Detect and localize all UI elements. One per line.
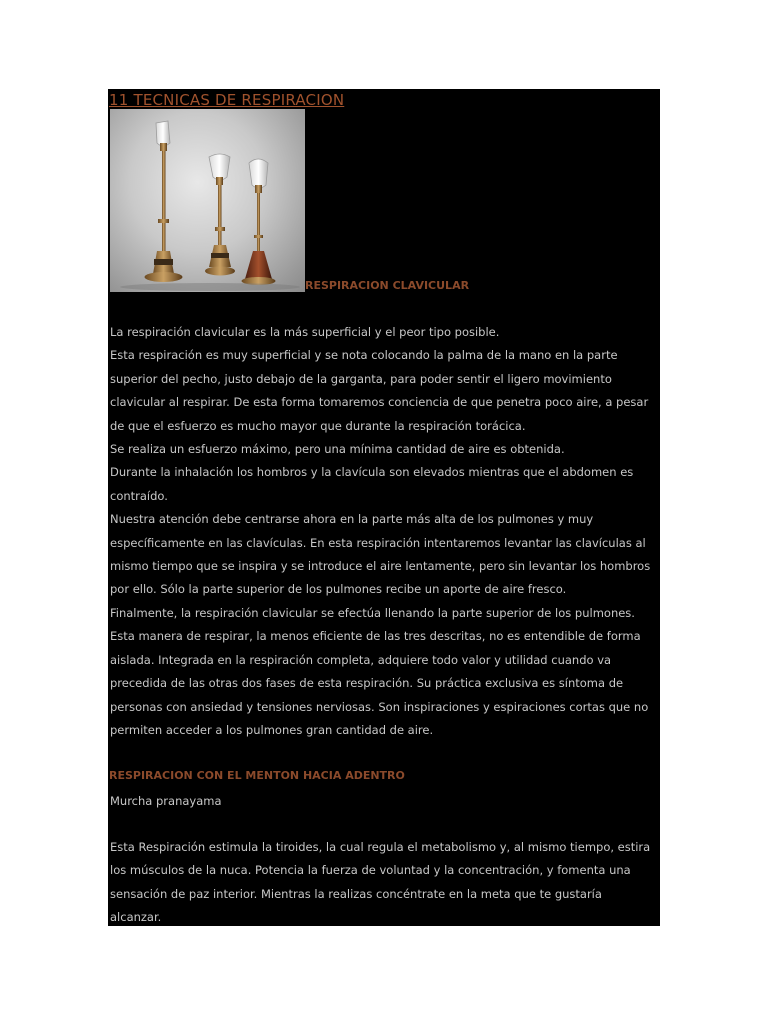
section-subtitle	[110, 790, 222, 813]
lamps-photo	[110, 109, 305, 292]
body-line: personas con ansiedad y tensiones nerviosas. Son inspiraciones y espiraciones cortas que no	[110, 699, 649, 714]
page-title: 11 TECNICAS DE RESPIRACION	[109, 91, 345, 109]
menton-body	[110, 836, 650, 926]
body-line: Se realiza un esfuerzo máximo, pero una mínima cantidad de aire es obtenida.	[110, 442, 565, 457]
copper-lamp	[242, 159, 276, 285]
body-line: Finalmente, la respiración clavicular se efectúa llenando la parte superior de los pulmones.	[110, 605, 635, 620]
body-line: por ello. Sólo la parte superior de los pulmones recibe un aporte de aire fresco.	[110, 582, 567, 597]
body-line: Esta manera de respirar, la menos eficiente de las tres descritas, no es entendible de forma	[110, 629, 641, 644]
body-line: clavicular al respirar. De esta forma tomaremos conciencia de que penetra poco aire, a pesar	[110, 395, 649, 410]
body-line: La respiración clavicular es la más superficial y el peor tipo posible.	[110, 325, 500, 339]
lamps-illustration	[110, 109, 305, 292]
body-line: aislada. Integrada en la respiración completa, adquiere todo valor y utilidad cuando va	[110, 652, 612, 667]
body-line: específicamente en las clavículas. En esta respiración intentaremos levantar las clavículas al	[110, 535, 646, 550]
middle-lamp	[205, 154, 235, 276]
body-line: Durante la inhalación los hombros y la clavícula son elevados mientras que el abdomen es	[110, 465, 634, 480]
body-line: precedida de las otras dos fases de esta respiración. Su práctica exclusiva es síntoma de	[110, 676, 624, 691]
body-line: Esta respiración es muy superficial y se nota colocando la palma de la mano en la parte	[110, 348, 618, 363]
body-line: superior del pecho, justo debajo de la garganta, para poder sentir el ligero movimiento	[110, 371, 612, 386]
body-line: permiten acceder a los pulmones gran cantidad de aire.	[110, 722, 434, 737]
body-line: sensación de paz interior. Mientras la realizas concéntrate en la meta que te gustaría	[110, 886, 602, 901]
body-line: los músculos de la nuca. Potencia la fuerza de voluntad y la concentración, y fomenta una	[110, 863, 631, 878]
section-heading-clavicular: RESPIRACION CLAVICULAR	[305, 279, 470, 292]
body-line: contraído.	[110, 488, 168, 503]
body-line: Esta Respiración estimula la tiroides, la cual regula el metabolismo y, al mismo tiempo, estira	[110, 840, 651, 854]
document-page	[108, 89, 660, 926]
body-line: Nuestra atención debe centrarse ahora en la parte más alta de los pulmones y muy	[110, 512, 594, 527]
section-heading-menton: RESPIRACION CON EL MENTON HACIA ADENTRO	[109, 769, 405, 782]
subtitle-line: Murcha pranayama	[110, 794, 222, 808]
body-line: alcanzar.	[110, 910, 162, 925]
body-line: mismo tiempo que se inspira y se introduce el aire lentamente, pero sin levantar los hombros	[110, 559, 651, 574]
tall-lamp	[145, 121, 183, 282]
clavicular-body	[110, 321, 650, 742]
body-line: de que el esfuerzo es mucho mayor que durante la respiración torácica.	[110, 418, 526, 433]
